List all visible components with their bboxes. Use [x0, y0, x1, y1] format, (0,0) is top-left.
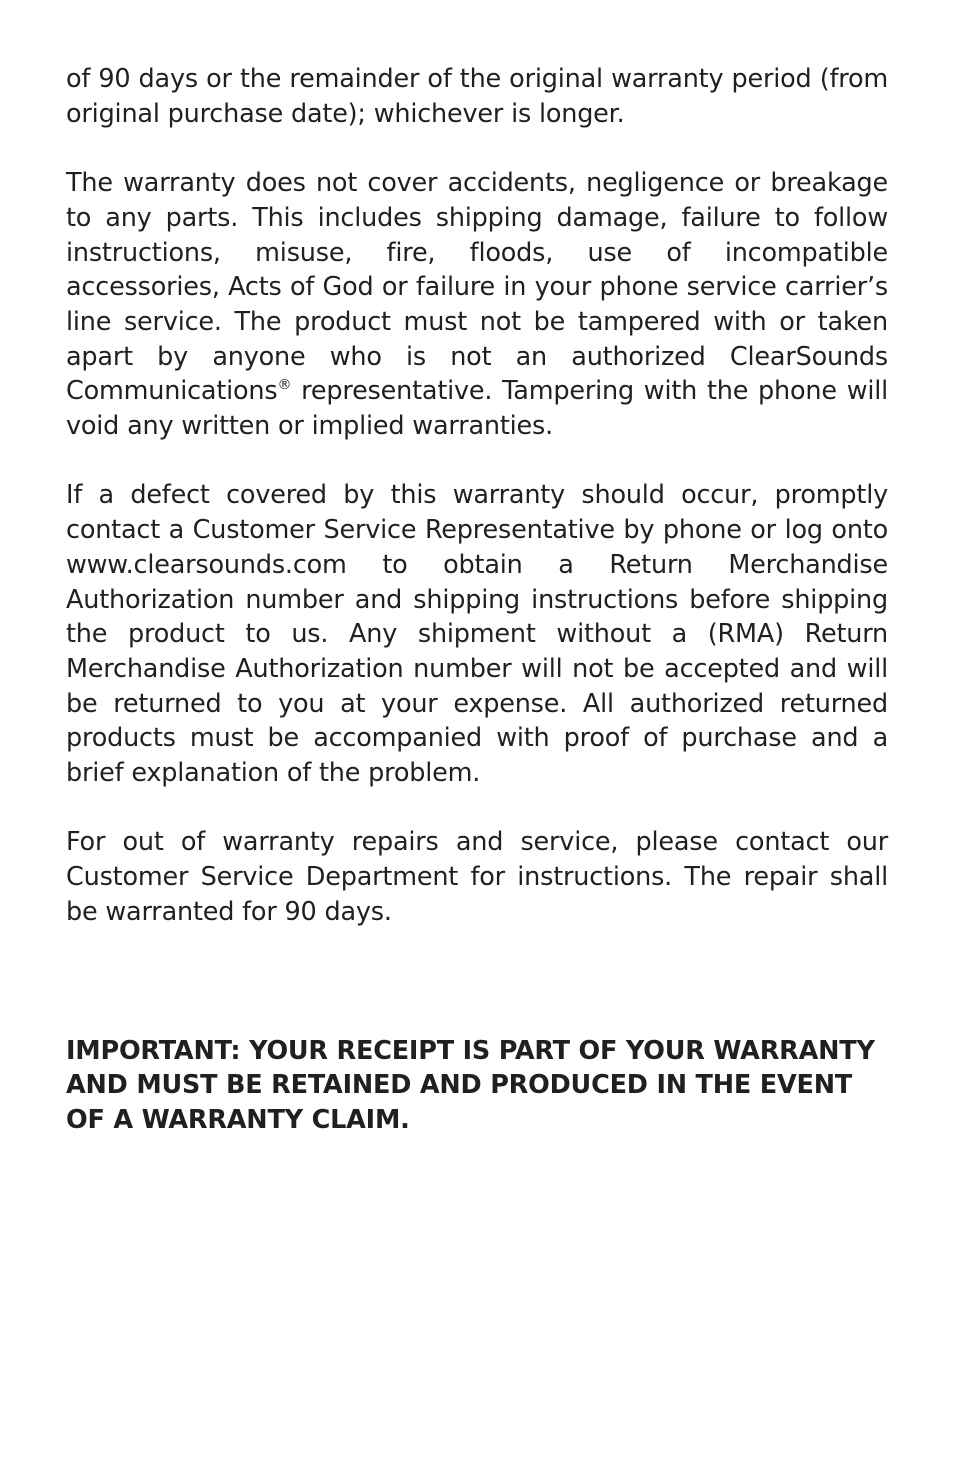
warranty-period-paragraph: of 90 days or the remainder of the original warranty period (from original purchase date); whichever is longer.	[66, 64, 888, 129]
exclusions-text-part-2: representative. Tampering with the phone will void any written or implied warranties.	[66, 376, 888, 442]
important-receipt-notice: IMPORTANT: YOUR RECEIPT IS PART OF YOUR WARRANTY AND MUST BE RETAINED AND PRODUCED IN THE EVENT OF A WARRANTY CLAIM.	[66, 1035, 875, 1135]
warranty-page	[66, 62, 888, 1138]
registered-trademark-mark: ®	[277, 377, 292, 394]
defect-return-paragraph: If a defect covered by this warranty should occur, promptly contact a Customer Service Representative by phone or log onto www.clearsounds.com to obtain a Return Merchandise Authorization number and shipping instructions before shipping the product to us. Any shipment without a (RMA) Return Merchandise Authorization number will not be accepted and will be returned to you at your expense. All authorized returned products must be accompanied with proof of purchase and a brief explanation of the problem.	[66, 480, 888, 789]
exclusions-text-part-1: The warranty does not cover accidents, negligence or breakage to any parts. This includes shipping damage, failure to follow instructions, misuse, fire, floods, use of incompatible accessories, Acts of God or failure in your phone service carrier’s line service. The product must not be tampered with or taken apart by anyone who is not an authorized ClearSounds Communications	[66, 168, 888, 407]
out-of-warranty-paragraph: For out of warranty repairs and service, please contact our Customer Service Department for instructions. The repair shall be warranted for 90 days.	[66, 827, 888, 927]
warranty-exclusions-paragraph	[66, 166, 888, 444]
